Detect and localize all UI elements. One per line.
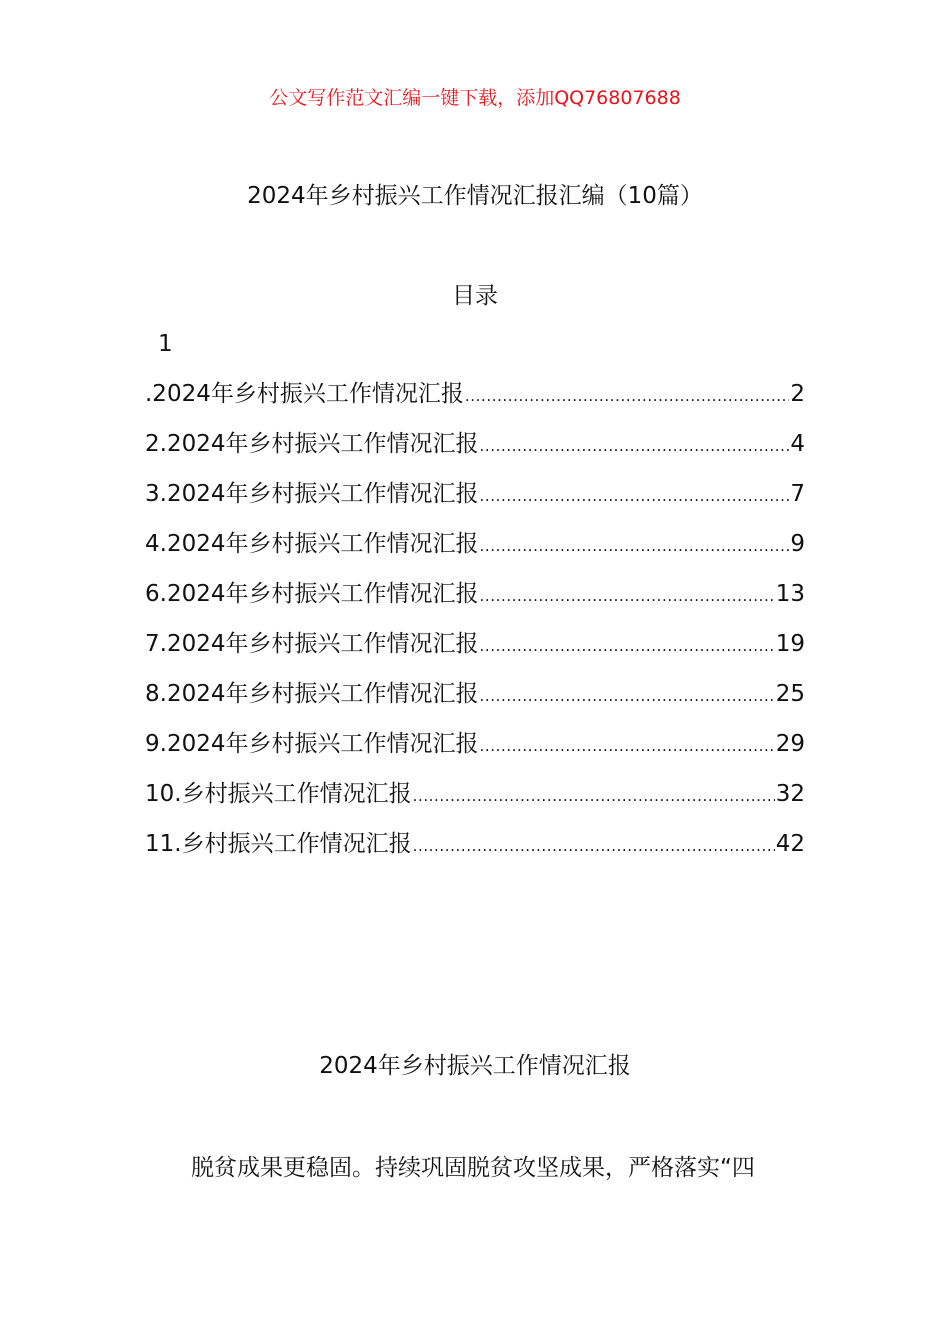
toc-entry[interactable] xyxy=(145,578,805,628)
toc-entry-label: 2.2024年乡村振兴工作情况汇报 xyxy=(145,431,479,457)
toc-entry-page: 25 xyxy=(775,681,805,707)
toc-entry[interactable] xyxy=(145,528,805,578)
toc-entry-label: 8.2024年乡村振兴工作情况汇报 xyxy=(145,681,479,707)
toc-entry[interactable] xyxy=(145,778,805,828)
toc-entry-page: 7 xyxy=(790,481,805,507)
toc-entry-label: 10.乡村振兴工作情况汇报 xyxy=(145,781,412,807)
toc-dot-leader xyxy=(479,680,774,712)
toc-entry-label: 4.2024年乡村振兴工作情况汇报 xyxy=(145,531,479,557)
toc-entry[interactable] xyxy=(145,628,805,678)
toc-entry-page: 29 xyxy=(775,731,805,757)
toc-entry-label: 3.2024年乡村振兴工作情况汇报 xyxy=(145,481,479,507)
toc-entry-page: 13 xyxy=(775,581,805,607)
section-title: 2024年乡村振兴工作情况汇报 xyxy=(319,1053,631,1079)
toc-dot-leader xyxy=(413,830,775,862)
toc-entry-page: 9 xyxy=(790,531,805,557)
toc-entry-label: 11.乡村振兴工作情况汇报 xyxy=(145,831,412,857)
document-title: 2024年乡村振兴工作情况汇报汇编（10篇） xyxy=(247,183,703,209)
toc-entry[interactable] xyxy=(145,828,805,878)
body-paragraph: 脱贫成果更稳固。持续巩固脱贫攻坚成果，严格落实“四 xyxy=(191,1155,755,1181)
toc-entry-page: 2 xyxy=(790,381,805,407)
toc-lead-number: 1 xyxy=(158,331,173,357)
download-banner: 公文写作范文汇编一键下载，添加QQ76807688 xyxy=(269,87,681,109)
toc-dot-leader xyxy=(479,630,774,662)
toc-dot-leader xyxy=(465,380,790,412)
toc-entry[interactable] xyxy=(145,728,805,778)
toc-entry-label: 6.2024年乡村振兴工作情况汇报 xyxy=(145,581,479,607)
toc-entry[interactable] xyxy=(145,378,805,428)
toc-dot-leader xyxy=(479,430,789,462)
toc-entry-label: .2024年乡村振兴工作情况汇报 xyxy=(145,381,464,407)
toc-entry-label: 9.2024年乡村振兴工作情况汇报 xyxy=(145,731,479,757)
toc-dot-leader xyxy=(479,580,774,612)
toc-entry-page: 19 xyxy=(775,631,805,657)
toc-entry[interactable] xyxy=(145,478,805,528)
toc-entry[interactable] xyxy=(145,678,805,728)
toc-heading: 目录 xyxy=(452,283,498,309)
toc-dot-leader xyxy=(413,780,775,812)
toc-entry[interactable] xyxy=(145,428,805,478)
toc-entry-label: 7.2024年乡村振兴工作情况汇报 xyxy=(145,631,479,657)
toc-dot-leader xyxy=(479,730,774,762)
table-of-contents xyxy=(145,378,805,878)
toc-dot-leader xyxy=(479,530,789,562)
toc-dot-leader xyxy=(479,480,789,512)
toc-entry-page: 42 xyxy=(775,831,805,857)
toc-entry-page: 4 xyxy=(790,431,805,457)
toc-entry-page: 32 xyxy=(775,781,805,807)
